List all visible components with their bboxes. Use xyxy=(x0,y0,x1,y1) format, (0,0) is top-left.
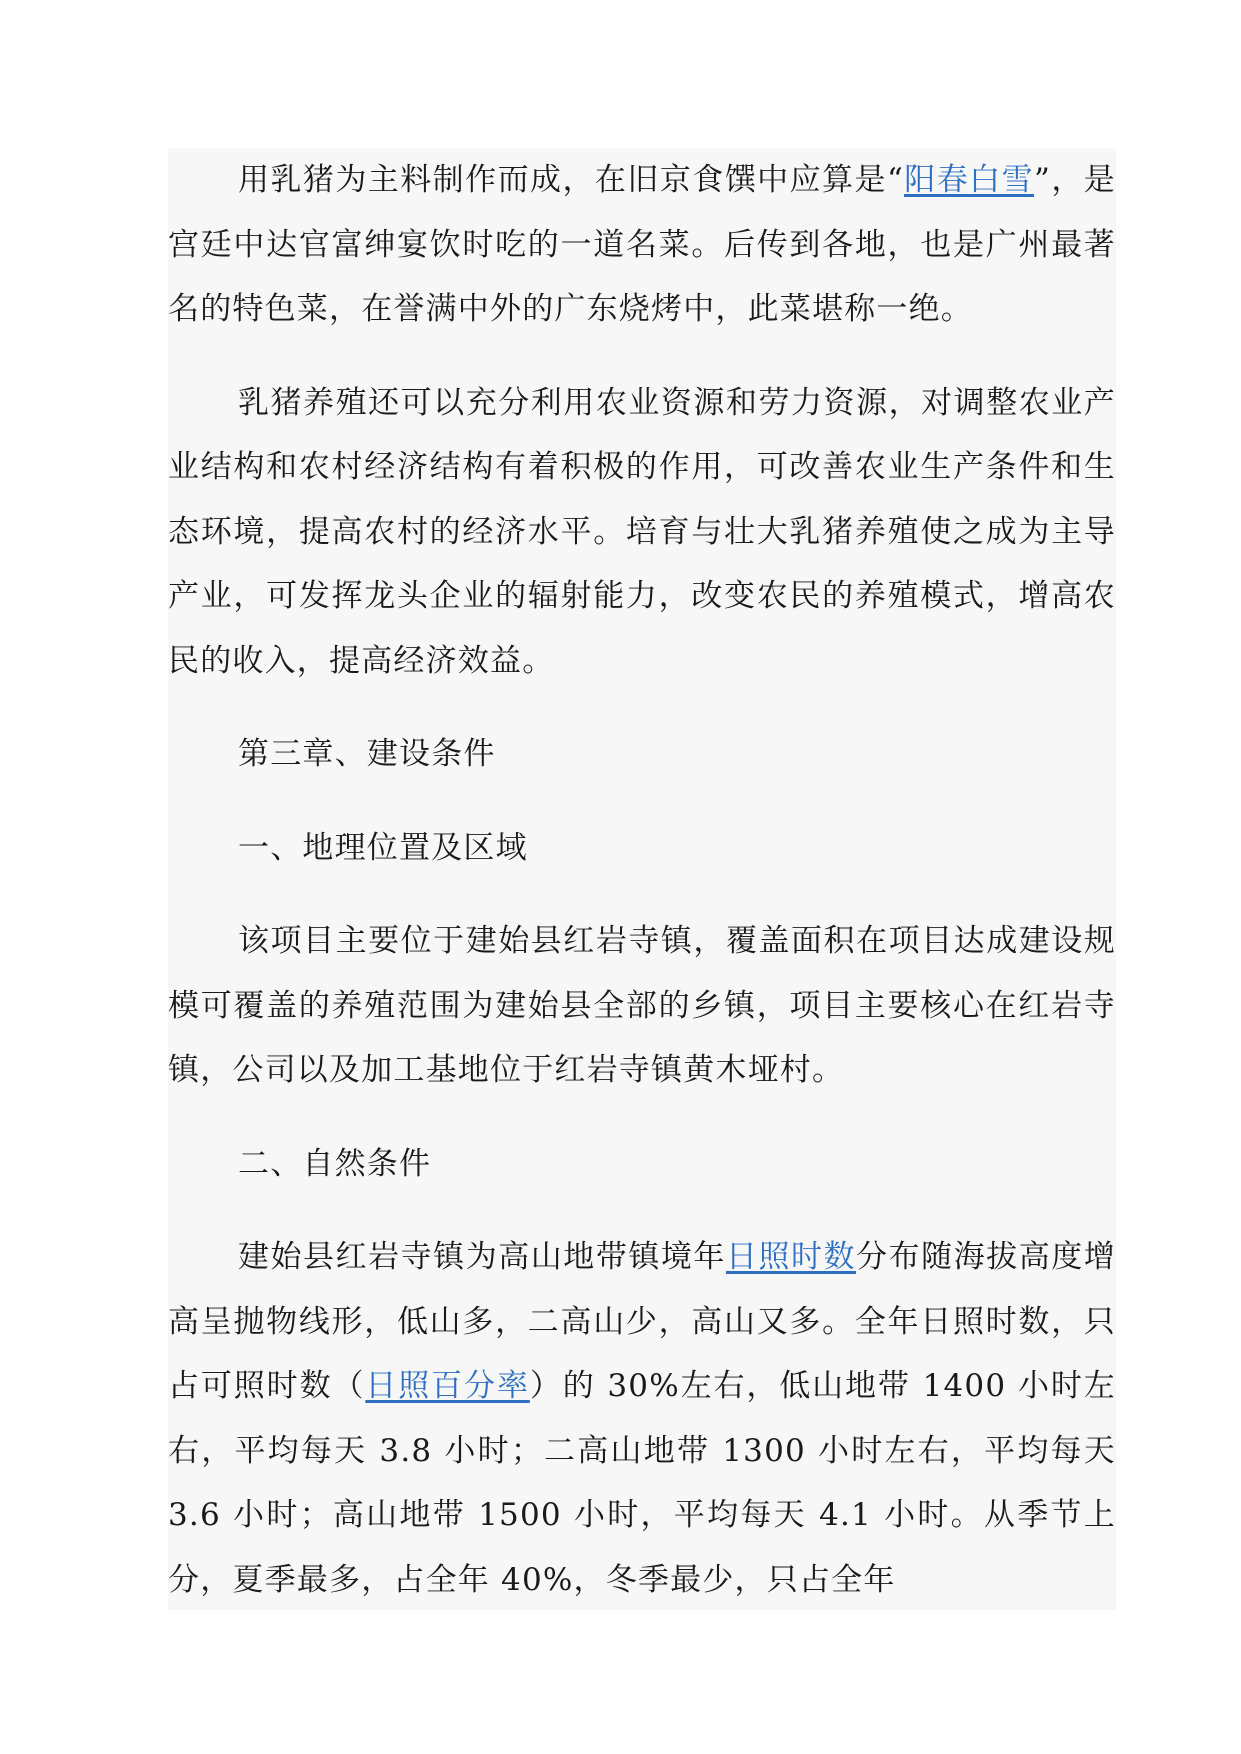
paragraph-text: ）的 30%左右，低山地带 1400 小时左右，平均每天 3.8 小时；二高山地带 1300 小时左右，平均每天 3.6 小时；高山地带 1500 小时，平均每天 4.1 小时。从季节上分，夏季最多，占全年 40%，冬季最少，只占全年 xyxy=(168,1368,1117,1598)
link-sunshine-hours[interactable]: 日照时数 xyxy=(725,1239,857,1275)
paragraph-breeding-benefits: 乳猪养殖还可以充分利用农业资源和劳力资源，对调整农业产业结构和农村经济结构有着积极的作用，可改善农业生产条件和生态环境，提高农村的经济水平。培育与壮大乳猪养殖使之成为主导产业，可发挥龙头企业的辐射能力，改变农民的养殖模式，增高农民的收入，提高经济效益。 xyxy=(168,384,1116,679)
paragraph-sunshine xyxy=(168,1225,1116,1612)
paragraph-text: ”，是宫廷中达官富绅宴饮时吃的一道名菜。后传到各地，也是广州最著名的特色菜，在誉满中外的广东烧烤中，此菜堪称一绝。 xyxy=(168,162,1116,327)
text-panel xyxy=(168,148,1116,1610)
link-yangchun-baixue[interactable]: 阳春白雪 xyxy=(904,162,1035,198)
section-heading-natural: 二、自然条件 xyxy=(238,1145,432,1182)
paragraph-roast-suckling-pig xyxy=(168,148,1116,342)
paragraph-text: 用乳猪为主料制作而成，在旧京食馔中应算是“ xyxy=(238,162,904,198)
section-heading-location: 一、地理位置及区域 xyxy=(238,829,528,866)
paragraph-text: 分布随海拔高度增高呈抛物线形，低山多，二高山少，高山又多。全年日照时数，只占可照时数（ xyxy=(168,1239,1116,1404)
link-sunshine-percentage[interactable]: 日照百分率 xyxy=(365,1368,530,1404)
chapter-heading: 第三章、建设条件 xyxy=(238,736,496,772)
paragraph-location: 该项目主要位于建始县红岩寺镇，覆盖面积在项目达成建设规模可覆盖的养殖范围为建始县全部的乡镇，项目主要核心在红岩寺镇，公司以及加工基地位于红岩寺镇黄木垭村。 xyxy=(168,923,1116,1088)
paragraph-text: 建始县红岩寺镇为高山地带镇境年 xyxy=(238,1239,726,1275)
